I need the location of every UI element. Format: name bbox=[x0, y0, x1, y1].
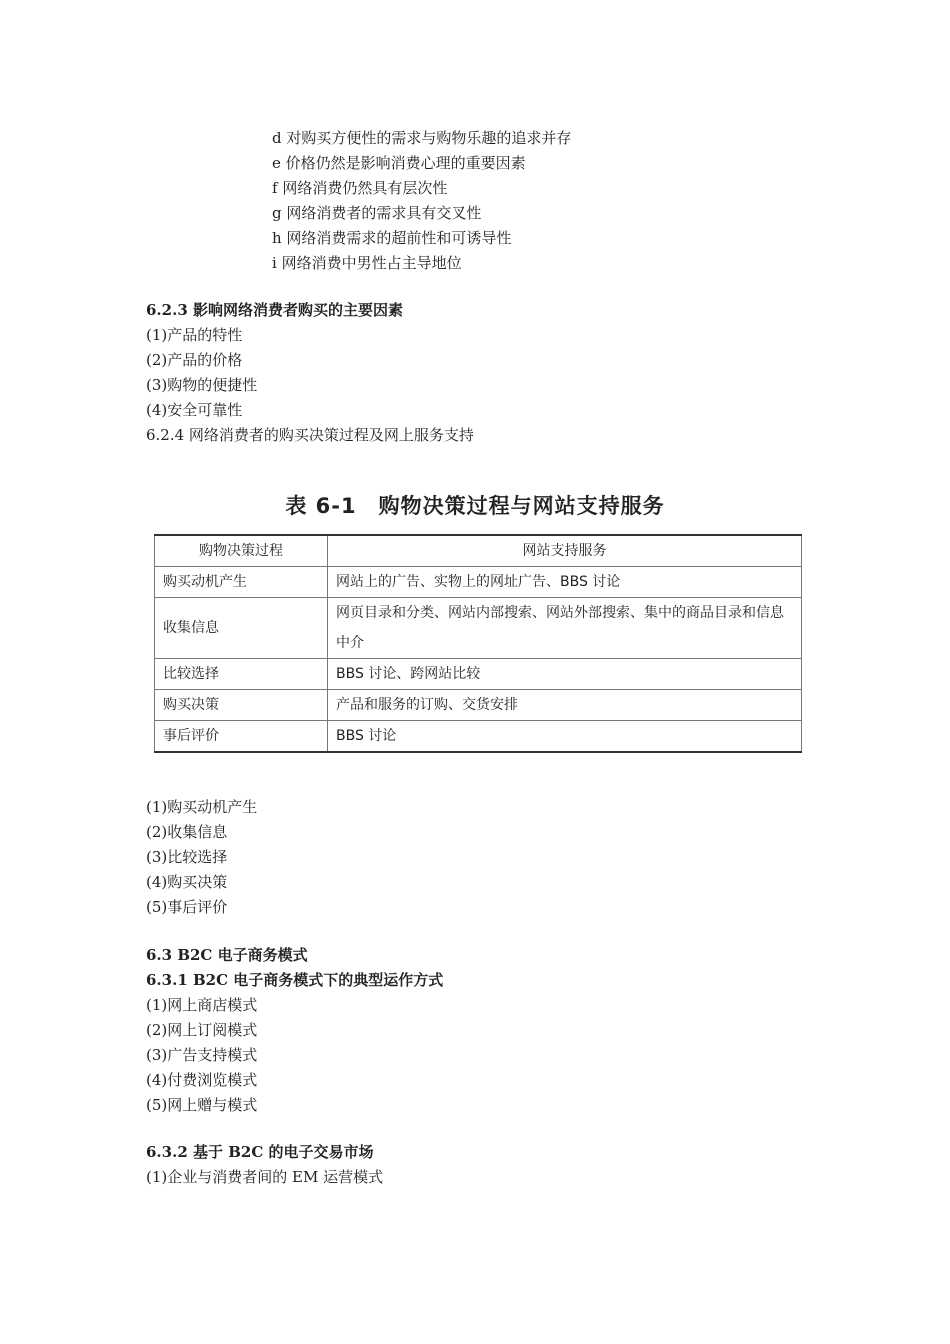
list-item: (3)广告支持模式 bbox=[146, 1046, 258, 1064]
table-header-row bbox=[155, 535, 802, 567]
table-row bbox=[155, 721, 802, 753]
section-heading-6-2-3: 6.2.3 影响网络消费者购买的主要因素 bbox=[146, 301, 403, 319]
list-item: (4)购买决策 bbox=[146, 873, 228, 891]
list-item: h 网络消费需求的超前性和可诱导性 bbox=[272, 229, 512, 247]
table-row bbox=[155, 598, 802, 659]
list-item: g 网络消费者的需求具有交叉性 bbox=[272, 204, 482, 222]
list-item: (3)购物的便捷性 bbox=[146, 376, 258, 394]
section-heading-6-3-2: 6.3.2 基于 B2C 的电子交易市场 bbox=[146, 1143, 374, 1161]
table-cell: 网站上的广告、实物上的网址广告、BBS 讨论 bbox=[328, 567, 802, 598]
list-item: (2)产品的价格 bbox=[146, 351, 243, 369]
list-item: (4)付费浏览模式 bbox=[146, 1071, 258, 1089]
table-cell: BBS 讨论、跨网站比较 bbox=[328, 659, 802, 690]
table-cell: 购买动机产生 bbox=[155, 567, 328, 598]
table-cell: 事后评价 bbox=[155, 721, 328, 753]
list-item: f 网络消费仍然具有层次性 bbox=[272, 179, 448, 197]
section-heading-6-3: 6.3 B2C 电子商务模式 bbox=[146, 946, 308, 964]
decision-process-table bbox=[154, 534, 802, 753]
table-cell: 收集信息 bbox=[155, 598, 328, 659]
table-header-cell: 网站支持服务 bbox=[328, 535, 802, 567]
list-item: (2)收集信息 bbox=[146, 823, 228, 841]
table-title: 表 6-1 购物决策过程与网站支持服务 bbox=[285, 494, 665, 518]
list-item: (1)产品的特性 bbox=[146, 326, 243, 344]
table-cell: 网页目录和分类、网站内部搜索、网站外部搜索、集中的商品目录和信息中介 bbox=[328, 598, 802, 659]
list-item: e 价格仍然是影响消费心理的重要因素 bbox=[272, 154, 526, 172]
list-item: (1)购买动机产生 bbox=[146, 798, 258, 816]
list-item: (3)比较选择 bbox=[146, 848, 228, 866]
list-item: (5)网上赠与模式 bbox=[146, 1096, 258, 1114]
list-item: (2)网上订阅模式 bbox=[146, 1021, 258, 1039]
table-cell: 产品和服务的订购、交货安排 bbox=[328, 690, 802, 721]
list-item: (5)事后评价 bbox=[146, 898, 228, 916]
list-item: (1)企业与消费者间的 EM 运营模式 bbox=[146, 1168, 384, 1186]
list-item: d 对购买方便性的需求与购物乐趣的追求并存 bbox=[272, 129, 572, 147]
table-row bbox=[155, 659, 802, 690]
list-item: (4)安全可靠性 bbox=[146, 401, 243, 419]
table-cell: BBS 讨论 bbox=[328, 721, 802, 753]
table-cell: 比较选择 bbox=[155, 659, 328, 690]
section-heading-6-2-4: 6.2.4 网络消费者的购买决策过程及网上服务支持 bbox=[146, 426, 474, 444]
table-row bbox=[155, 690, 802, 721]
section-heading-6-3-1: 6.3.1 B2C 电子商务模式下的典型运作方式 bbox=[146, 971, 444, 989]
list-item: i 网络消费中男性占主导地位 bbox=[272, 254, 462, 272]
list-item: (1)网上商店模式 bbox=[146, 996, 258, 1014]
table-row bbox=[155, 567, 802, 598]
table-cell: 购买决策 bbox=[155, 690, 328, 721]
table-header-cell: 购物决策过程 bbox=[155, 535, 328, 567]
